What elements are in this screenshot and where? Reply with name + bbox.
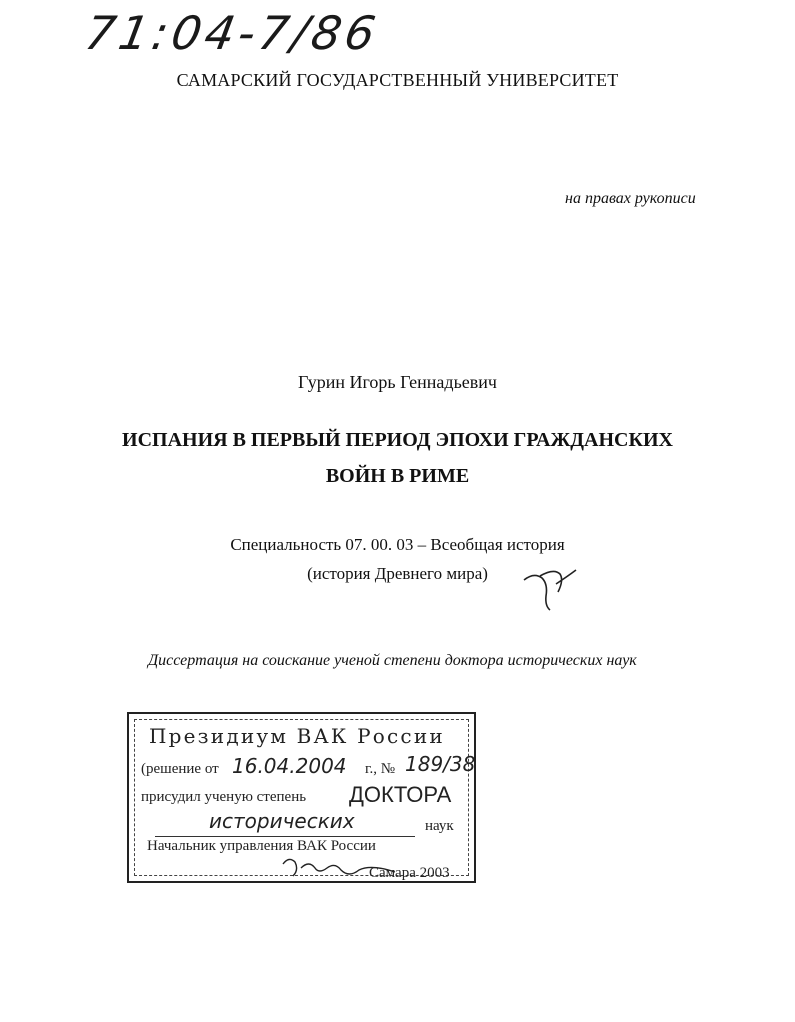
- vak-stamp: [127, 712, 476, 883]
- subspecialty-line: (история Древнего мира): [307, 564, 488, 583]
- city-year: Самара 2003: [369, 865, 450, 881]
- stamp-number-label: г., №: [365, 761, 396, 777]
- stamp-field: исторических: [209, 809, 355, 833]
- author-name: Гурин Игорь Геннадьевич: [298, 372, 497, 392]
- stamp-title: Президиум ВАК России: [149, 724, 445, 748]
- stamp-degree: ДОКТОРА: [349, 782, 452, 807]
- stamp-field-underline: [155, 836, 415, 837]
- university-name: САМАРСКИЙ ГОСУДАРСТВЕННЫЙ УНИВЕРСИТЕТ: [176, 70, 619, 90]
- stamp-head-title: Начальник управления ВАК России: [147, 838, 376, 854]
- stamp-sciences: наук: [425, 818, 454, 834]
- dissertation-title-line-2: ВОЙН В РИМЕ: [325, 465, 470, 487]
- signature-mark: [520, 562, 580, 612]
- stamp-decision-date: 16.04.2004: [232, 754, 347, 778]
- dissertation-degree-line: Диссертация на соискание ученой степени доктора исторических наук: [148, 652, 637, 669]
- stamp-awarded-text: присудил ученую степень: [141, 789, 307, 805]
- stamp-decision-label: (решение от: [141, 761, 219, 777]
- dissertation-title-line-1: ИСПАНИЯ В ПЕРВЫЙ ПЕРИОД ЭПОХИ ГРАЖДАНСКИХ: [122, 429, 673, 451]
- specialty-line: Специальность 07. 00. 03 – Всеобщая история: [230, 535, 565, 554]
- archive-number: 71:04-7/86: [81, 6, 384, 60]
- stamp-decision-number: 189/38: [405, 752, 476, 776]
- manuscript-rights-note: на правах рукописи: [565, 190, 696, 207]
